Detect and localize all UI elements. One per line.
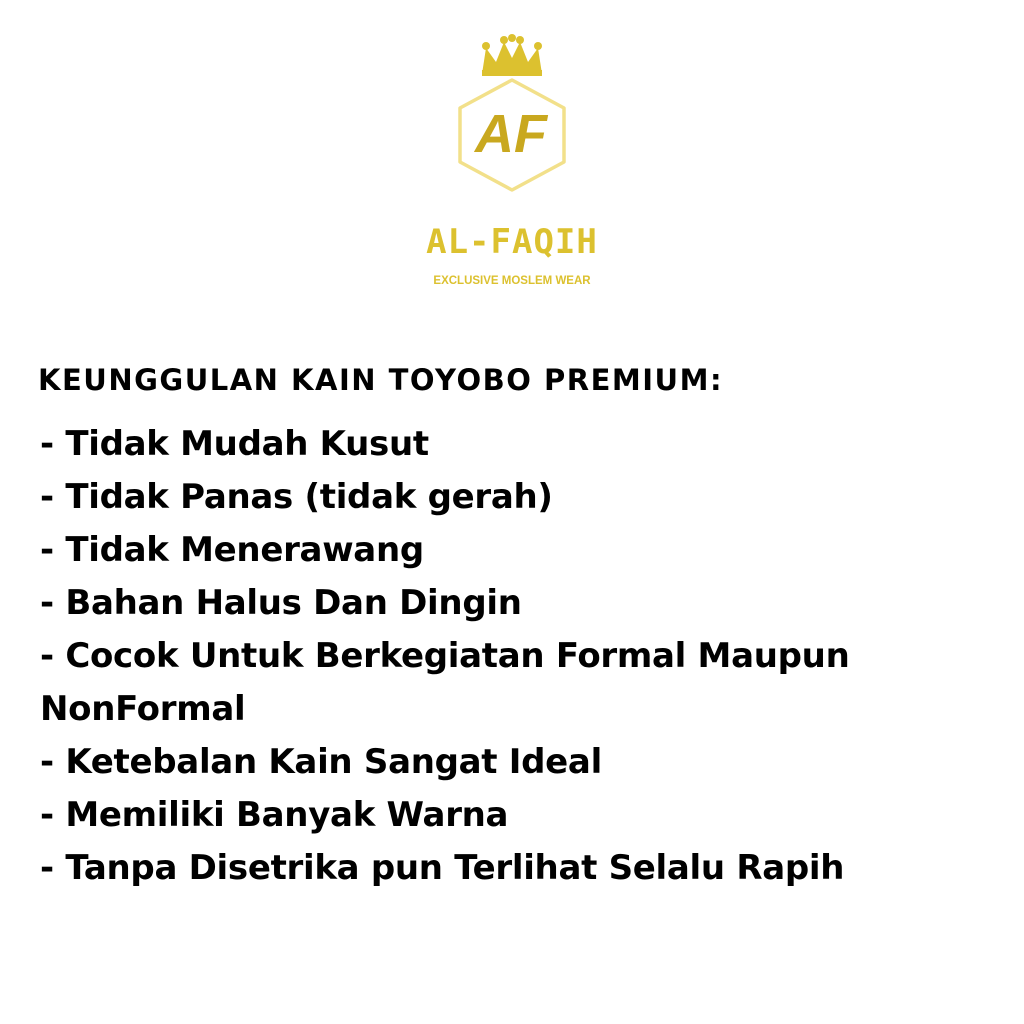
feature-item: - Tidak Mudah Kusut: [40, 424, 429, 464]
feature-item: - Tidak Panas (tidak gerah): [40, 477, 553, 517]
feature-item: - Ketebalan Kain Sangat Ideal: [40, 742, 602, 782]
feature-item: - Tanpa Disetrika pun Terlihat Selalu Rapih: [40, 848, 845, 888]
monogram-text: AF: [475, 104, 547, 164]
brand-tagline: EXCLUSIVE MOSLEM WEAR: [433, 275, 591, 287]
feature-item: - Memiliki Banyak Warna: [40, 795, 509, 835]
brand-name: AL-FAQIH: [426, 222, 598, 262]
feature-item: - Bahan Halus Dan Dingin: [40, 583, 522, 623]
feature-item: - Tidak Menerawang: [40, 530, 424, 570]
brand-logo: [412, 30, 612, 287]
feature-item: - Cocok Untuk Berkegiatan Formal Maupun NonFormal: [40, 636, 850, 729]
features-list: [40, 418, 1000, 895]
crown-icon: [482, 34, 542, 76]
features-heading: KEUNGGULAN KAIN TOYOBO PREMIUM:: [38, 363, 724, 397]
